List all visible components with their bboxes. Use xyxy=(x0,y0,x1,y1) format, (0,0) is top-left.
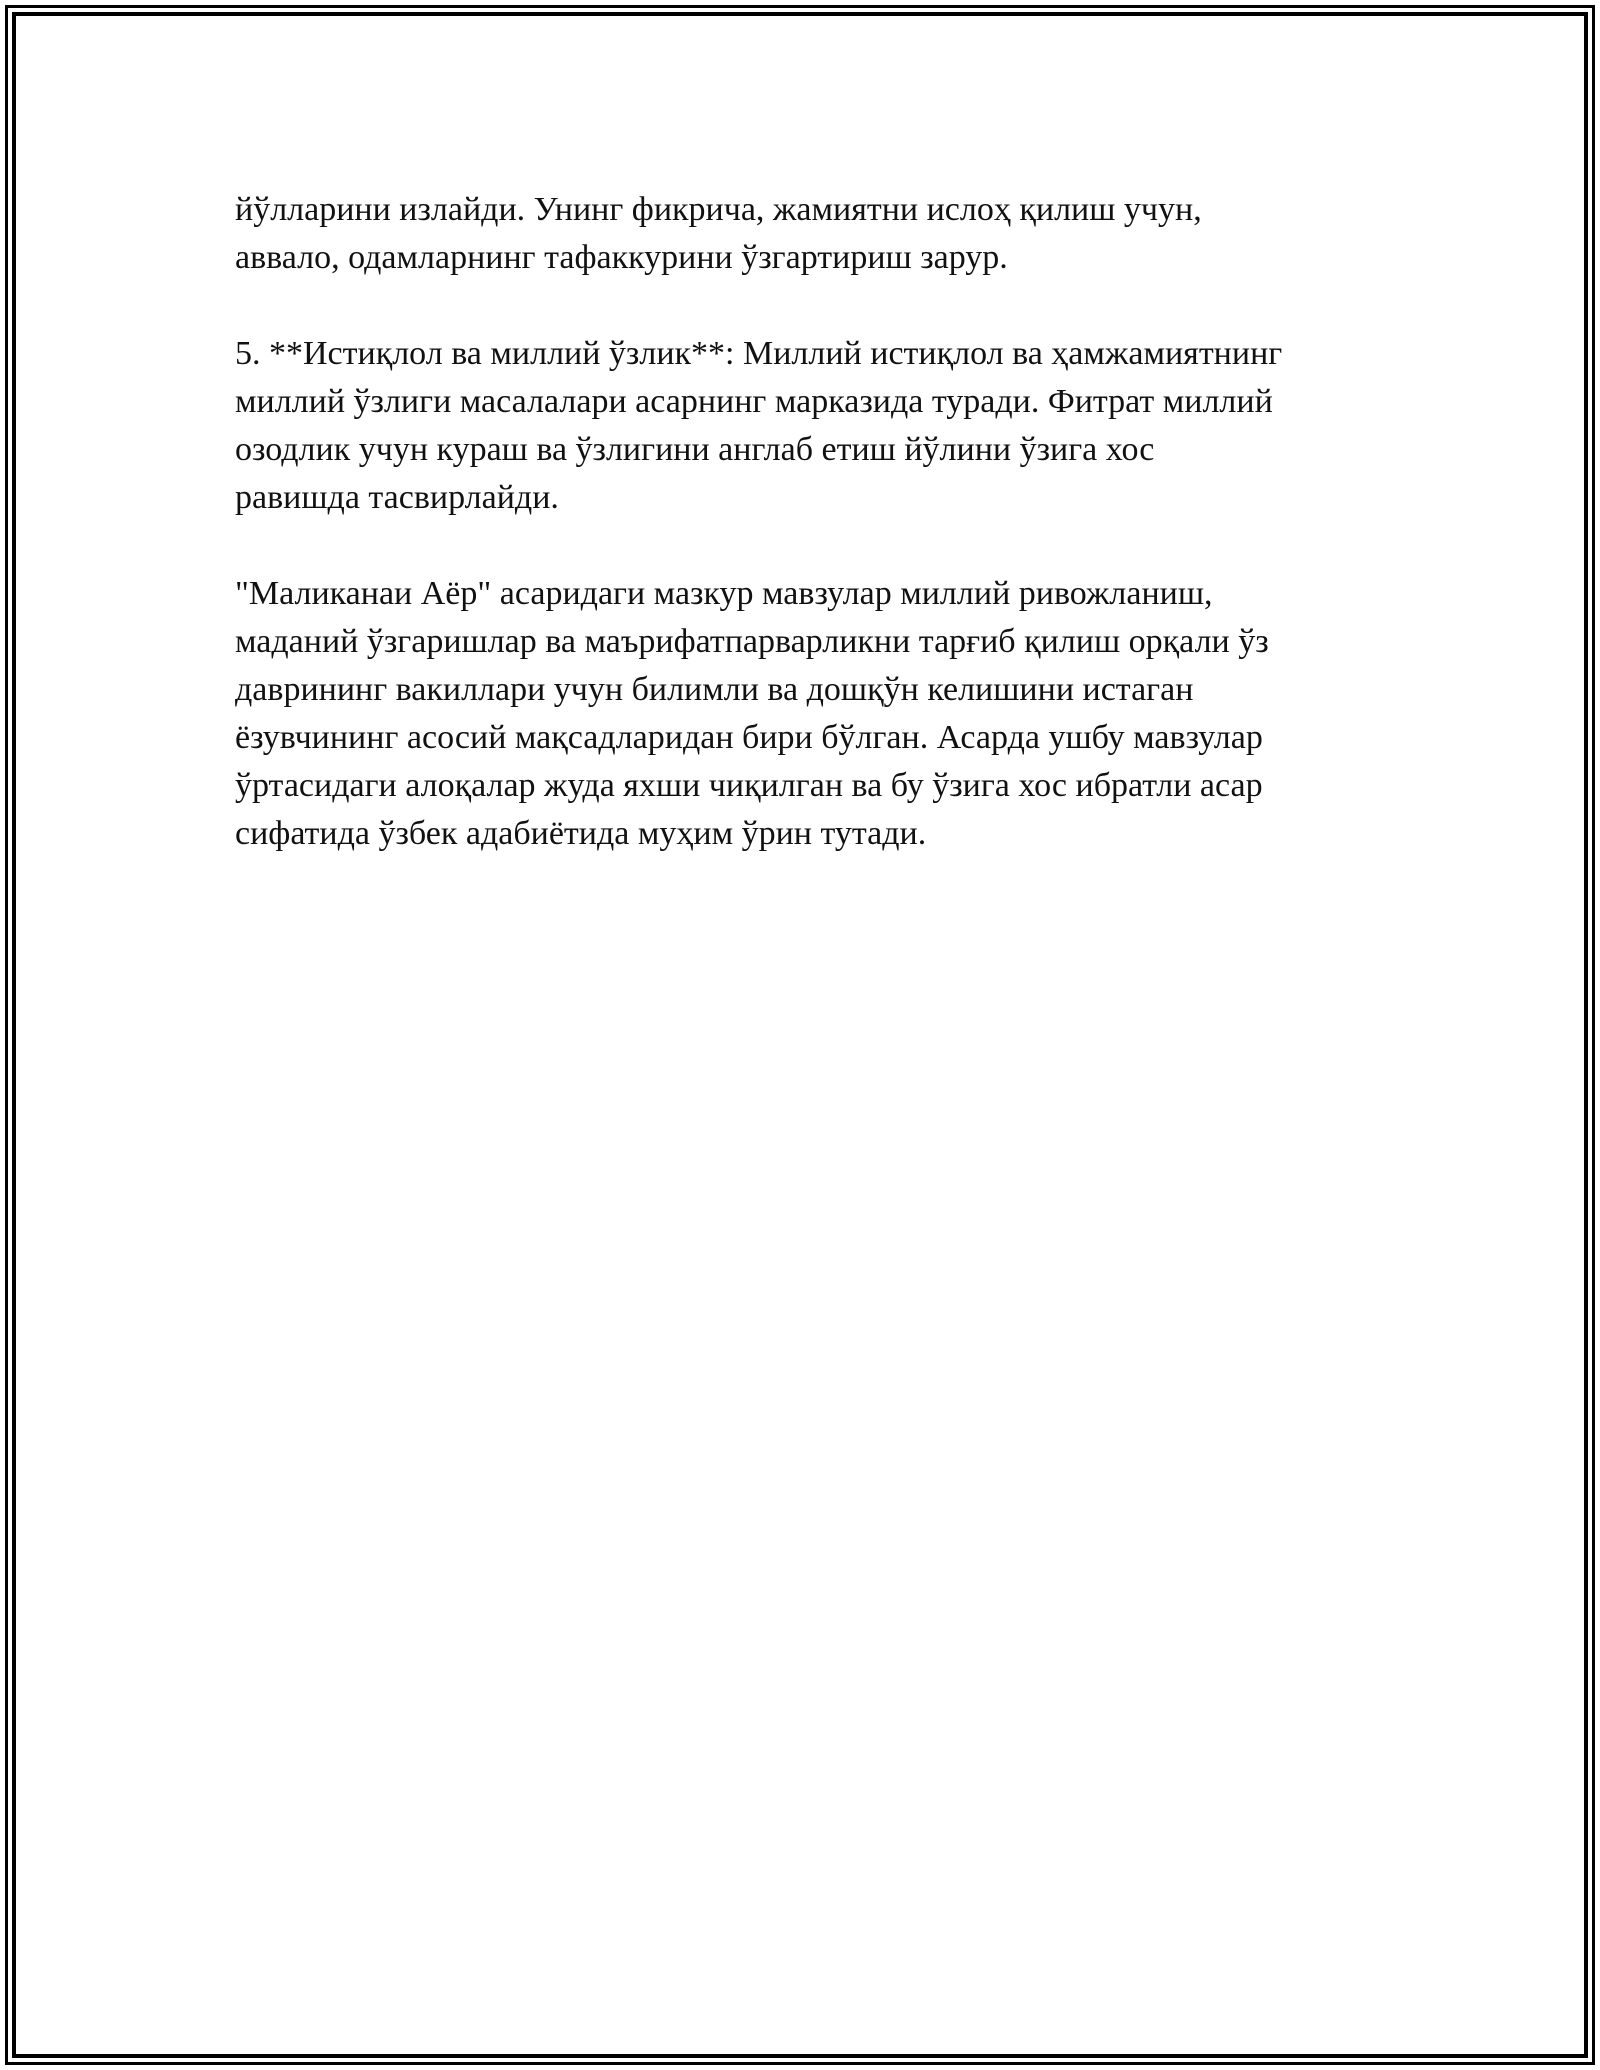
text-line: сифатида ўзбек адабиётида муҳим ўрин тутади. xyxy=(235,815,927,852)
text-line: озодлик учун кураш ва ўзлигини англаб етиш йўлини ўзига хос xyxy=(235,431,1155,468)
text-line: миллий ўзлиги масалалари асарнинг марказида туради. Фитрат миллий xyxy=(235,383,1273,420)
text-line: йўлларини излайди. Унинг фикрича, жамиятни ислоҳ қилиш учун, xyxy=(235,191,1202,228)
paragraph-3 xyxy=(235,570,1385,858)
text-line: ёзувчининг асосий мақсадларидан бири бўлган. Асарда ушбу мавзулар xyxy=(235,719,1263,756)
paragraph-2 xyxy=(235,330,1385,522)
text-line: "Маликанаи Аёр" асаридаги мазкур мавзулар миллий ривожланиш, xyxy=(235,575,1213,612)
text-line: даврининг вакиллари учун билимли ва дошқўн келишини истаган xyxy=(235,671,1194,708)
text-line: маданий ўзгаришлар ва маърифатпарварликни тарғиб қилиш орқали ўз xyxy=(235,623,1269,660)
paragraph-1 xyxy=(235,186,1385,282)
text-line: аввало, одамларнинг тафаккурини ўзгартириш зарур. xyxy=(235,239,1008,276)
text-line: ўртасидаги алоқалар жуда яхши чиқилган ва бу ўзига хос ибратли асар xyxy=(235,767,1263,804)
text-line: 5. **Истиқлол ва миллий ўзлик**: Миллий истиқлол ва ҳамжамиятнинг xyxy=(235,335,1283,372)
document-body xyxy=(235,186,1385,906)
text-line: равишда тасвирлайди. xyxy=(235,479,559,516)
